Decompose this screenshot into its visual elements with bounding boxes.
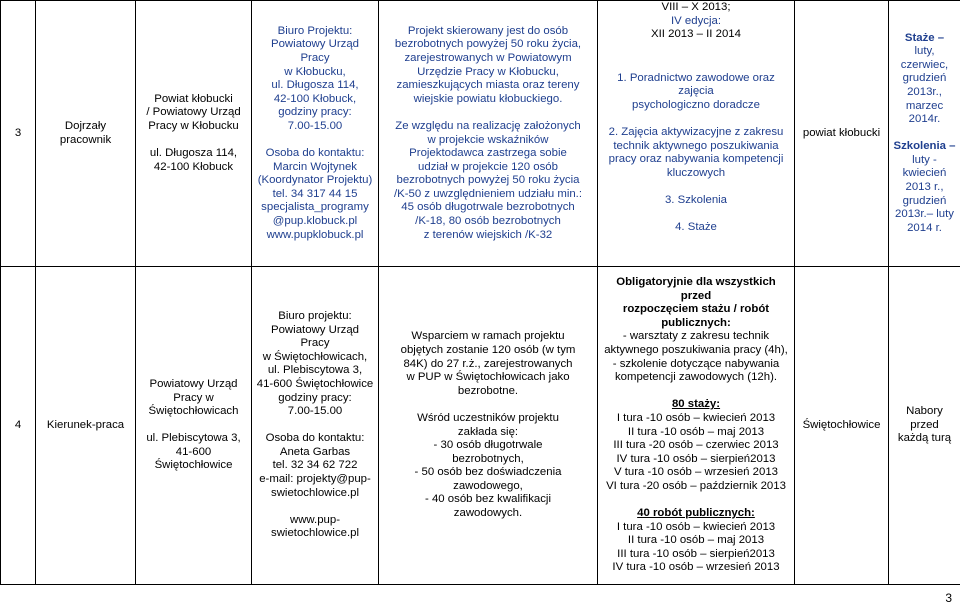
row3-project-name: Dojrzały pracownik — [36, 1, 136, 267]
row4-email-link[interactable]: e-mail: projekty@pup- — [259, 473, 371, 486]
row3-support-forms: VIII – X 2013; IV edycja: XII 2013 – II 2014 1. Poradnictwo zawodowe oraz zajęcia psychologiczno doradcze 2. Zajęcia aktywizacyjne z zakresu technik aktywnego poszukiwania pracy oraz nabywania kompetencji kluczowych 3. Szkolenia 4. Staże — [598, 1, 795, 267]
row3-number: 3 — [1, 1, 36, 267]
row3-target-group: Projekt skierowany jest do osób bezrobotnych powyżej 50 roku życia, zarejestrowanych w Powiatowym Urzędzie Pracy w Kłobucku, zamieszkujących miasta oraz tereny wiejskie powiatu kłobuckiego. Ze względu na realizację założonych w projekcie wskaźników Projektodawca zastrzega sobie udział w projekcie 120 osób bezrobotnych powyżej 50 roku życia /K-50 z uwzględnieniem udziału min.: 45 osób długotrwale bezrobotnych /K-18, 80 osób bezrobotnych z terenów wiejskich /K-32 — [379, 1, 598, 267]
row4-applicant: Powiatowy Urząd Pracy w Świętochłowicach ul. Plebiscytowa 3, 41-600 Świętochłowice — [136, 267, 252, 585]
table-row-4 — [1, 267, 960, 585]
row3-office: Biuro Projektu: Powiatowy Urząd Pracy w Kłobucku, ul. Długosza 114, 42-100 Kłobuck, godziny pracy: 7.00-15.00 Osoba do kontaktu: Marcin Wojtynek (Koordynator Projektu) tel. 34 317 44 15 specjalista_programy @pup.klobuck.pl www.pupklobuck.pl — [252, 1, 379, 267]
row3-applicant: Powiat kłobucki / Powiatowy Urząd Pracy w Kłobucku ul. Długosza 114, 42-100 Kłobuck — [136, 1, 252, 267]
row4-website-link[interactable]: www.pup- — [289, 513, 340, 526]
row4-project-name: Kierunek-praca — [36, 267, 136, 585]
row4-schedule: Nabory przed każdą turą — [889, 267, 960, 585]
row4-support-forms: Obligatoryjnie dla wszystkich przed rozpoczęciem stażu / robót publicznych: - warsztaty z zakresu technik aktywnego poszukiwania pracy (4h), - szkolenie dotyczące nabywania kompetencji zawodowych (12h). 80 staży: I tura -10 osób – kwiecień 2013 II tura -10 osób – maj 2013 III tura -20 osób – czerwiec 2013 IV tura -10 osób – sierpień2013 V tura -10 osób – wrzesień 2013 VI tura -20 osób – październik 2013 40 robót publicznych: I tura -10 osób – kwiecień 2013 II tura -10 osób – maj 2013 III tura -10 osób – sierpień2013 IV tura -10 osób – wrzesień 2013 — [598, 267, 795, 585]
row3-schedule: Staże – luty, czerwiec, grudzień 2013r., marzec 2014r. Szkolenia – luty - kwiecień 2013 r., grudzień 2013r.– luty 2014 r. — [889, 1, 960, 267]
row3-period: VIII – X 2013; — [661, 1, 731, 13]
row4-office: Biuro projektu: Powiatowy Urząd Pracy w Świętochłowicach, ul. Plebiscytowa 3, 41-600 Świętochłowice godziny pracy: 7.00-15.00 Osoba do kontaktu: Aneta Garbas tel. 32 34 62 722 e-mail: projekty@pup- swietochlowice.pl www.pup- swietochlowice.pl — [252, 267, 379, 585]
row3-area: powiat kłobucki — [795, 1, 889, 267]
row4-number: 4 — [1, 267, 36, 585]
row4-area: Świętochłowice — [795, 267, 889, 585]
page-number: 3 — [945, 591, 952, 605]
row3-website-link[interactable]: www.pupklobuck.pl — [266, 228, 364, 241]
row4-target-group: Wsparciem w ramach projektu objętych zostanie 120 osób (w tym 84K) do 27 r.ż., zarejestrowanych w PUP w Świętochłowicach jako bezrobotne. Wśród uczestników projektu zakłada się: - 30 osób długotrwale bezrobotnych, - 50 osób bez doświadczenia zawodowego, - 40 osób bez kwalifikacji zawodowych. — [379, 267, 598, 585]
table-row-3 — [1, 1, 960, 267]
